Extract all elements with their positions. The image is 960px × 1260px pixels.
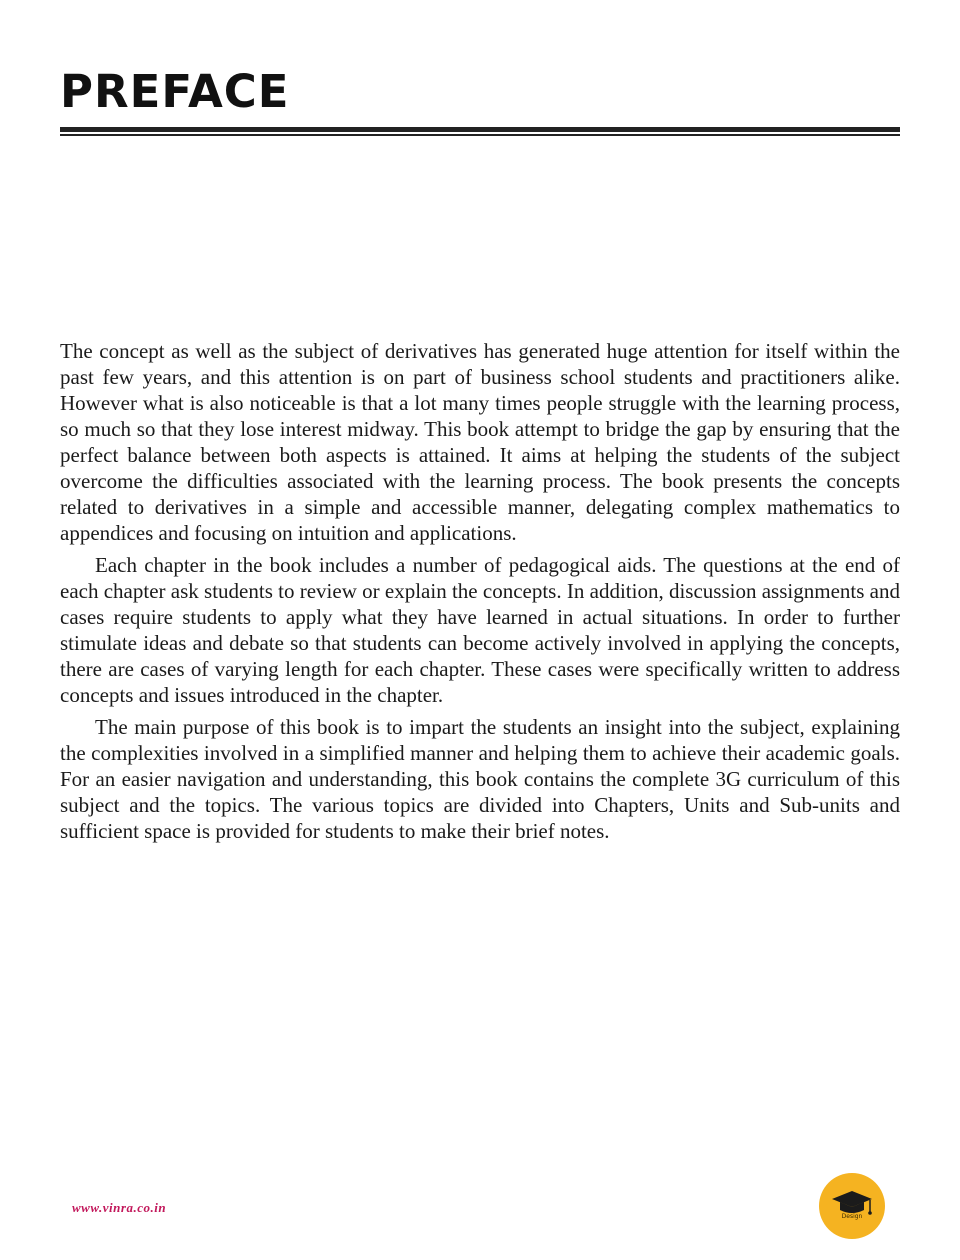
- paragraph-3: The main purpose of this book is to impart the students an insight into the subject, explaining the complexities involved in a simplified manner and helping them to achieve their academic goals. For an easier navigation and understanding, this book contains the complete 3G curriculum of this subject and the topics. The various topics are divided into Chapters, Units and Sub-units and sufficient space is provided for students to make their brief notes.: [60, 715, 900, 843]
- title-divider-thick: [60, 127, 900, 132]
- title-divider-thin: [60, 134, 900, 136]
- preface-body: [60, 338, 900, 850]
- logo-caption: Design: [841, 1213, 863, 1220]
- footer-website-link[interactable]: www.vinra.co.in: [72, 1200, 167, 1215]
- paragraph-2: Each chapter in the book includes a number of pedagogical aids. The questions at the end of each chapter ask students to review or explain the concepts. In addition, discussion assignments and cases require students to apply what they have learned in actual situations. In order to further stimulate ideas and debate so that students can become actively involved in applying the concepts, there are cases of varying length for each chapter. These cases were specifically written to address concepts and issues introduced in the chapter.: [60, 553, 900, 707]
- paragraph-1: The concept as well as the subject of derivatives has generated huge attention for itself within the past few years, and this attention is on part of business school students and practitioners alike. However what is also noticeable is that a lot many times people struggle with the learning process, so much so that they lose interest midway. This book attempt to bridge the gap by ensuring that the perfect balance between both aspects is attained. It aims at helping the students of the subject overcome the difficulties associated with the learning process. The book presents the concepts related to derivatives in a simple and accessible manner, delegating complex mathematics to appendices and focusing on intuition and applications.: [60, 339, 900, 545]
- page-title: PREFACE: [60, 65, 290, 118]
- graduation-cap-icon: [818, 1172, 886, 1240]
- publisher-logo: [818, 1172, 886, 1240]
